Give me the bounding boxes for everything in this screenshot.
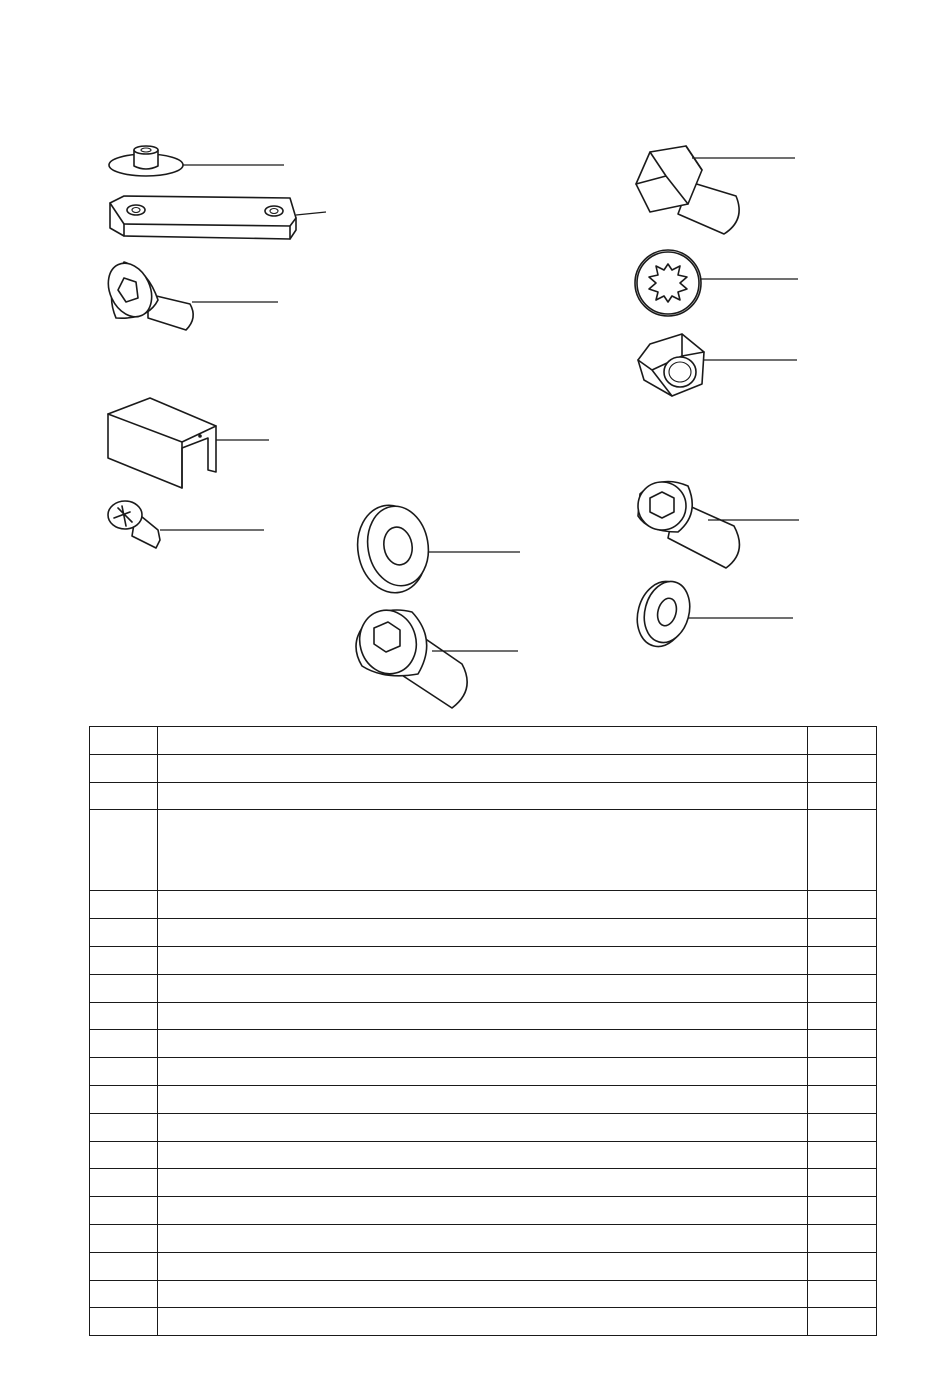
- part-number-cell: [90, 1058, 158, 1086]
- part-description-cell: [158, 1197, 808, 1225]
- part-description-cell: [158, 1141, 808, 1169]
- part-number-cell: [90, 1002, 158, 1030]
- part-quantity-cell: [808, 1113, 877, 1141]
- part-quantity-cell: [808, 1224, 877, 1252]
- flat-washer-small-icon: [630, 576, 793, 652]
- part-quantity-cell: [808, 1030, 877, 1058]
- table-row: [90, 727, 877, 755]
- button-head-hex-bolt-large-icon: [353, 604, 518, 708]
- table-row: [90, 1113, 877, 1141]
- part-number-cell: [90, 974, 158, 1002]
- part-quantity-cell: [808, 727, 877, 755]
- u-clip-icon: [108, 398, 269, 488]
- part-quantity-cell: [808, 1169, 877, 1197]
- parts-list-table: [89, 726, 877, 1336]
- part-number-cell: [90, 1085, 158, 1113]
- table-row: [90, 919, 877, 947]
- part-description-cell: [158, 1224, 808, 1252]
- part-number-cell: [90, 782, 158, 810]
- part-description-cell: [158, 1308, 808, 1336]
- part-quantity-cell: [808, 919, 877, 947]
- table-row: [90, 1030, 877, 1058]
- table-row: [90, 1058, 877, 1086]
- part-description-cell: [158, 1002, 808, 1030]
- part-quantity-cell: [808, 946, 877, 974]
- part-description-cell: [158, 1113, 808, 1141]
- table-row: [90, 810, 877, 891]
- table-row: [90, 1308, 877, 1336]
- table-row: [90, 974, 877, 1002]
- part-description-cell: [158, 891, 808, 919]
- part-description-cell: [158, 782, 808, 810]
- star-lock-washer-icon: [635, 250, 798, 316]
- part-description-cell: [158, 946, 808, 974]
- part-number-cell: [90, 919, 158, 947]
- table-row: [90, 1169, 877, 1197]
- table-row: [90, 1224, 877, 1252]
- part-number-cell: [90, 1280, 158, 1308]
- part-quantity-cell: [808, 1252, 877, 1280]
- part-quantity-cell: [808, 1141, 877, 1169]
- table-row: [90, 1085, 877, 1113]
- part-description-cell: [158, 1085, 808, 1113]
- part-quantity-cell: [808, 974, 877, 1002]
- part-number-cell: [90, 754, 158, 782]
- part-description-cell: [158, 1280, 808, 1308]
- part-description-cell: [158, 727, 808, 755]
- part-quantity-cell: [808, 810, 877, 891]
- hex-nut-icon: [638, 334, 797, 396]
- part-number-cell: [90, 1141, 158, 1169]
- part-number-cell: [90, 1197, 158, 1225]
- table-row: [90, 1197, 877, 1225]
- table-row: [90, 1141, 877, 1169]
- hex-bolt-icon: [636, 146, 795, 234]
- part-description-cell: [158, 1030, 808, 1058]
- part-description-cell: [158, 1252, 808, 1280]
- part-description-cell: [158, 974, 808, 1002]
- table-row: [90, 754, 877, 782]
- table-row: [90, 891, 877, 919]
- table-row: [90, 1280, 877, 1308]
- part-description-cell: [158, 1169, 808, 1197]
- part-quantity-cell: [808, 782, 877, 810]
- table-row: [90, 1002, 877, 1030]
- part-quantity-cell: [808, 1085, 877, 1113]
- part-number-cell: [90, 727, 158, 755]
- part-number-cell: [90, 1252, 158, 1280]
- part-quantity-cell: [808, 1002, 877, 1030]
- part-quantity-cell: [808, 1308, 877, 1336]
- part-number-cell: [90, 1113, 158, 1141]
- button-head-hex-bolt-small-icon: [638, 482, 799, 569]
- table-row: [90, 946, 877, 974]
- part-description-cell: [158, 810, 808, 891]
- t-nut-flanged-icon: [109, 146, 284, 176]
- part-quantity-cell: [808, 1058, 877, 1086]
- flat-head-socket-screw-icon: [100, 256, 278, 330]
- part-number-cell: [90, 891, 158, 919]
- part-quantity-cell: [808, 754, 877, 782]
- part-number-cell: [90, 1030, 158, 1058]
- table-row: [90, 1252, 877, 1280]
- thick-washer-icon: [351, 500, 520, 598]
- part-description-cell: [158, 919, 808, 947]
- part-quantity-cell: [808, 891, 877, 919]
- part-number-cell: [90, 946, 158, 974]
- bar-bracket-icon: [110, 196, 326, 239]
- part-number-cell: [90, 1224, 158, 1252]
- part-description-cell: [158, 1058, 808, 1086]
- table-row: [90, 782, 877, 810]
- part-quantity-cell: [808, 1280, 877, 1308]
- phillips-pan-screw-icon: [108, 501, 264, 548]
- part-number-cell: [90, 1169, 158, 1197]
- part-number-cell: [90, 1308, 158, 1336]
- part-quantity-cell: [808, 1197, 877, 1225]
- part-number-cell: [90, 810, 158, 891]
- part-description-cell: [158, 754, 808, 782]
